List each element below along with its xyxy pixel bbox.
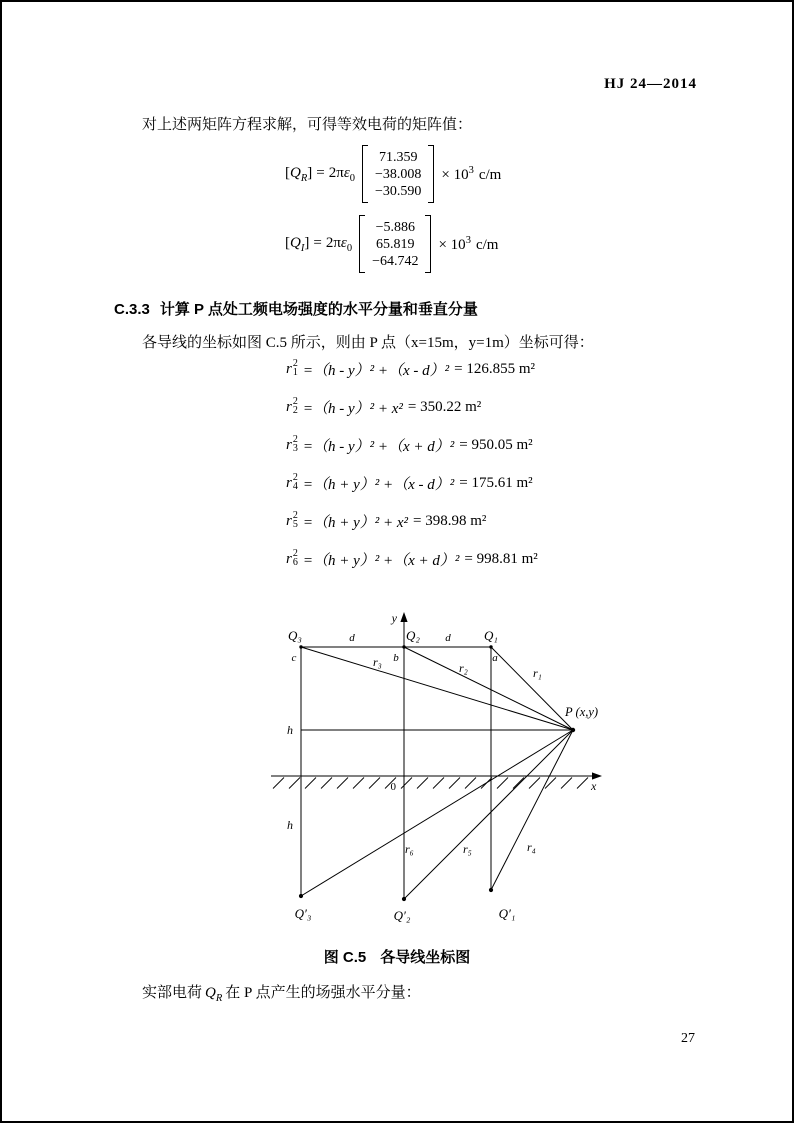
section-number: C.3.3 (114, 301, 150, 318)
c-label: c (291, 652, 297, 664)
figure-c5-diagram (263, 609, 609, 945)
epsilon-symbol: ε (340, 234, 347, 251)
variable-base: r (286, 550, 292, 567)
b-label: b (393, 652, 399, 664)
intro-paragraph: 对上述两矩阵方程求解，可得等效电荷的矩阵值： (142, 117, 473, 133)
q3-image-label: Q′₃ (294, 906, 312, 921)
subscript: 6 (292, 557, 298, 568)
equation-result: = 350.22 m² (407, 398, 482, 415)
matrix-value: 71.359 (378, 149, 418, 165)
q1-image-point (489, 888, 493, 892)
equation-expression: =（h - y）² +（x - d）² (302, 362, 450, 379)
a-label: a (492, 652, 498, 664)
variable-base: r (286, 474, 292, 491)
supsub (293, 511, 298, 529)
equation-r1 (286, 358, 538, 380)
q3-point (299, 645, 302, 648)
r5-label: r₅ (463, 842, 472, 856)
r6-line (301, 730, 573, 896)
epsilon-sub: 0 (349, 172, 355, 184)
equation-expression: =（h - y）² +（x + d）² (302, 438, 455, 455)
matrix-multiplier (441, 165, 501, 184)
r4-line (491, 730, 573, 890)
matrix-equation-qr (285, 143, 501, 205)
coefficient (325, 234, 353, 254)
section-title: 计算 P 点处工频电场强度的水平分量和垂直分量 (159, 301, 478, 318)
matrix-symbol-sub: R (300, 172, 308, 184)
equals-sign: = (316, 164, 325, 181)
equals-sign: = (313, 234, 322, 251)
matrix-bracket-right (425, 215, 431, 273)
matrix-value: −30.590 (374, 183, 422, 199)
matrix-symbol: Q (290, 234, 301, 251)
equation-r2 (286, 396, 538, 418)
closing-paragraph (142, 982, 421, 1010)
equation-list (286, 358, 538, 570)
matrix-symbol: Q (290, 164, 301, 181)
supsub (293, 359, 298, 377)
equation-result: = 175.61 m² (459, 474, 533, 491)
exponent: 2 (292, 510, 298, 521)
r2-label: r₂ (459, 661, 468, 675)
equation-result: = 126.855 m² (454, 360, 536, 377)
matrix-equation-qi (285, 213, 498, 275)
equation-result: = 398.98 m² (413, 512, 487, 529)
h-upper-label: h (287, 723, 293, 737)
d-right-label: d (445, 632, 451, 644)
matrix-values (365, 216, 425, 273)
equation-variable (286, 550, 298, 568)
bracket-close: ] (304, 234, 310, 251)
matrix-value: −5.886 (375, 219, 415, 235)
figure-caption-label: 图 C.5 (323, 949, 367, 966)
matrix-value: 65.819 (376, 236, 415, 252)
q2-label: Q₂ (406, 628, 420, 643)
ground-hatching (273, 778, 588, 789)
closing-post: 在 P 点产生的场强水平分量： (225, 985, 421, 1001)
figure-lines (271, 619, 594, 899)
equation-variable (286, 474, 298, 492)
axis-arrows (400, 612, 602, 780)
equation-variable (286, 360, 298, 378)
equation-r5 (286, 510, 538, 532)
r4-label: r₄ (527, 840, 536, 854)
q3-image-point (299, 894, 303, 898)
subscript: 5 (292, 519, 298, 530)
equation-result: = 998.81 m² (464, 550, 538, 567)
coef-2pi: 2π (325, 234, 341, 251)
closing-pre: 实部电荷 (142, 985, 203, 1001)
r1-label: r₁ (533, 666, 542, 680)
equation-expression: =（h - y）² + x² (302, 400, 403, 417)
q1-point (489, 645, 492, 648)
matrix-value: −64.742 (372, 253, 419, 269)
equation-variable (286, 436, 298, 454)
symbol-q-sub: R (215, 993, 223, 1004)
multiplier-base: × 10 (438, 236, 466, 253)
q2-image-label: Q′₂ (393, 908, 411, 923)
exponent: 2 (292, 358, 298, 369)
supsub (293, 473, 298, 491)
matrix-multiplier (438, 235, 498, 254)
subscript: 4 (292, 481, 298, 492)
matrix-qi-lhs (285, 235, 352, 254)
subscript: 1 (292, 367, 298, 378)
p-point-dot (571, 728, 575, 732)
exponent: 2 (292, 472, 298, 483)
exponent: 2 (292, 396, 298, 407)
q3-label: Q₃ (288, 628, 302, 643)
charge-symbol (205, 985, 223, 1004)
equation-result: = 950.05 m² (459, 436, 533, 453)
epsilon-sub: 0 (346, 242, 353, 254)
bracket-open: [ (285, 164, 290, 181)
supsub (293, 549, 298, 567)
y-axis-arrow (400, 612, 407, 622)
exponent: 2 (292, 434, 298, 445)
bracket-close: ] (307, 164, 313, 181)
section-heading (114, 298, 478, 319)
q2-point (402, 645, 405, 648)
figure-caption (2, 946, 792, 967)
subscript: 2 (292, 405, 298, 416)
matrix-value: −38.008 (374, 166, 422, 182)
equation-r6 (286, 548, 538, 570)
equation-variable (286, 512, 298, 530)
unit-label: c/m (478, 166, 502, 183)
supsub (293, 397, 298, 415)
q2-image-point (402, 897, 406, 901)
epsilon-symbol: ε (343, 164, 350, 181)
variable-base: r (286, 360, 292, 377)
body-paragraph: 各导线的坐标如图 C.5 所示，则由 P 点（x=15m，y=1m）坐标可得： (142, 335, 594, 351)
matrix-values (368, 146, 428, 203)
r3-label: r₃ (373, 655, 382, 669)
multiplier-exponent: 3 (468, 164, 474, 176)
matrix-symbol-sub: I (300, 242, 305, 254)
exponent: 2 (292, 548, 298, 559)
r2-line (404, 647, 573, 730)
matrix-bracket-right (428, 145, 434, 203)
equation-r4 (286, 472, 538, 494)
r6-label: r₆ (405, 842, 414, 856)
page-number: 27 (681, 1031, 695, 1046)
x-axis-label: x (591, 779, 597, 793)
variable-base: r (286, 512, 292, 529)
d-left-label: d (349, 632, 355, 644)
symbol-q: Q (205, 985, 216, 1001)
multiplier-base: × 10 (441, 166, 469, 183)
supsub (293, 435, 298, 453)
figure-caption-title: 各导线坐标图 (380, 949, 471, 966)
p-point-label: P (x,y) (565, 705, 599, 719)
subscript: 3 (292, 443, 298, 454)
equation-expression: =（h + y）² + x² (302, 514, 409, 531)
variable-base: r (286, 436, 292, 453)
coefficient (328, 164, 355, 184)
unit-label: c/m (475, 236, 499, 253)
multiplier-exponent: 3 (465, 234, 471, 246)
equation-variable (286, 398, 298, 416)
document-code: HJ 24—2014 (604, 76, 697, 92)
origin-label: 0 (390, 781, 396, 793)
r5-line (404, 730, 573, 899)
equation-expression: =（h + y）² +（x - d）² (302, 476, 455, 493)
equation-r3 (286, 434, 538, 456)
variable-base: r (286, 398, 292, 415)
y-axis-label: y (391, 611, 397, 625)
h-lower-label: h (287, 818, 293, 832)
q1-label: Q₁ (484, 628, 498, 643)
q1-image-label: Q′₁ (498, 906, 516, 921)
equation-expression: =（h + y）² +（x + d）² (302, 552, 460, 569)
matrix-qr-lhs (285, 165, 355, 184)
bracket-open: [ (285, 234, 290, 251)
charge-points (299, 645, 575, 901)
coef-2pi: 2π (328, 164, 344, 181)
